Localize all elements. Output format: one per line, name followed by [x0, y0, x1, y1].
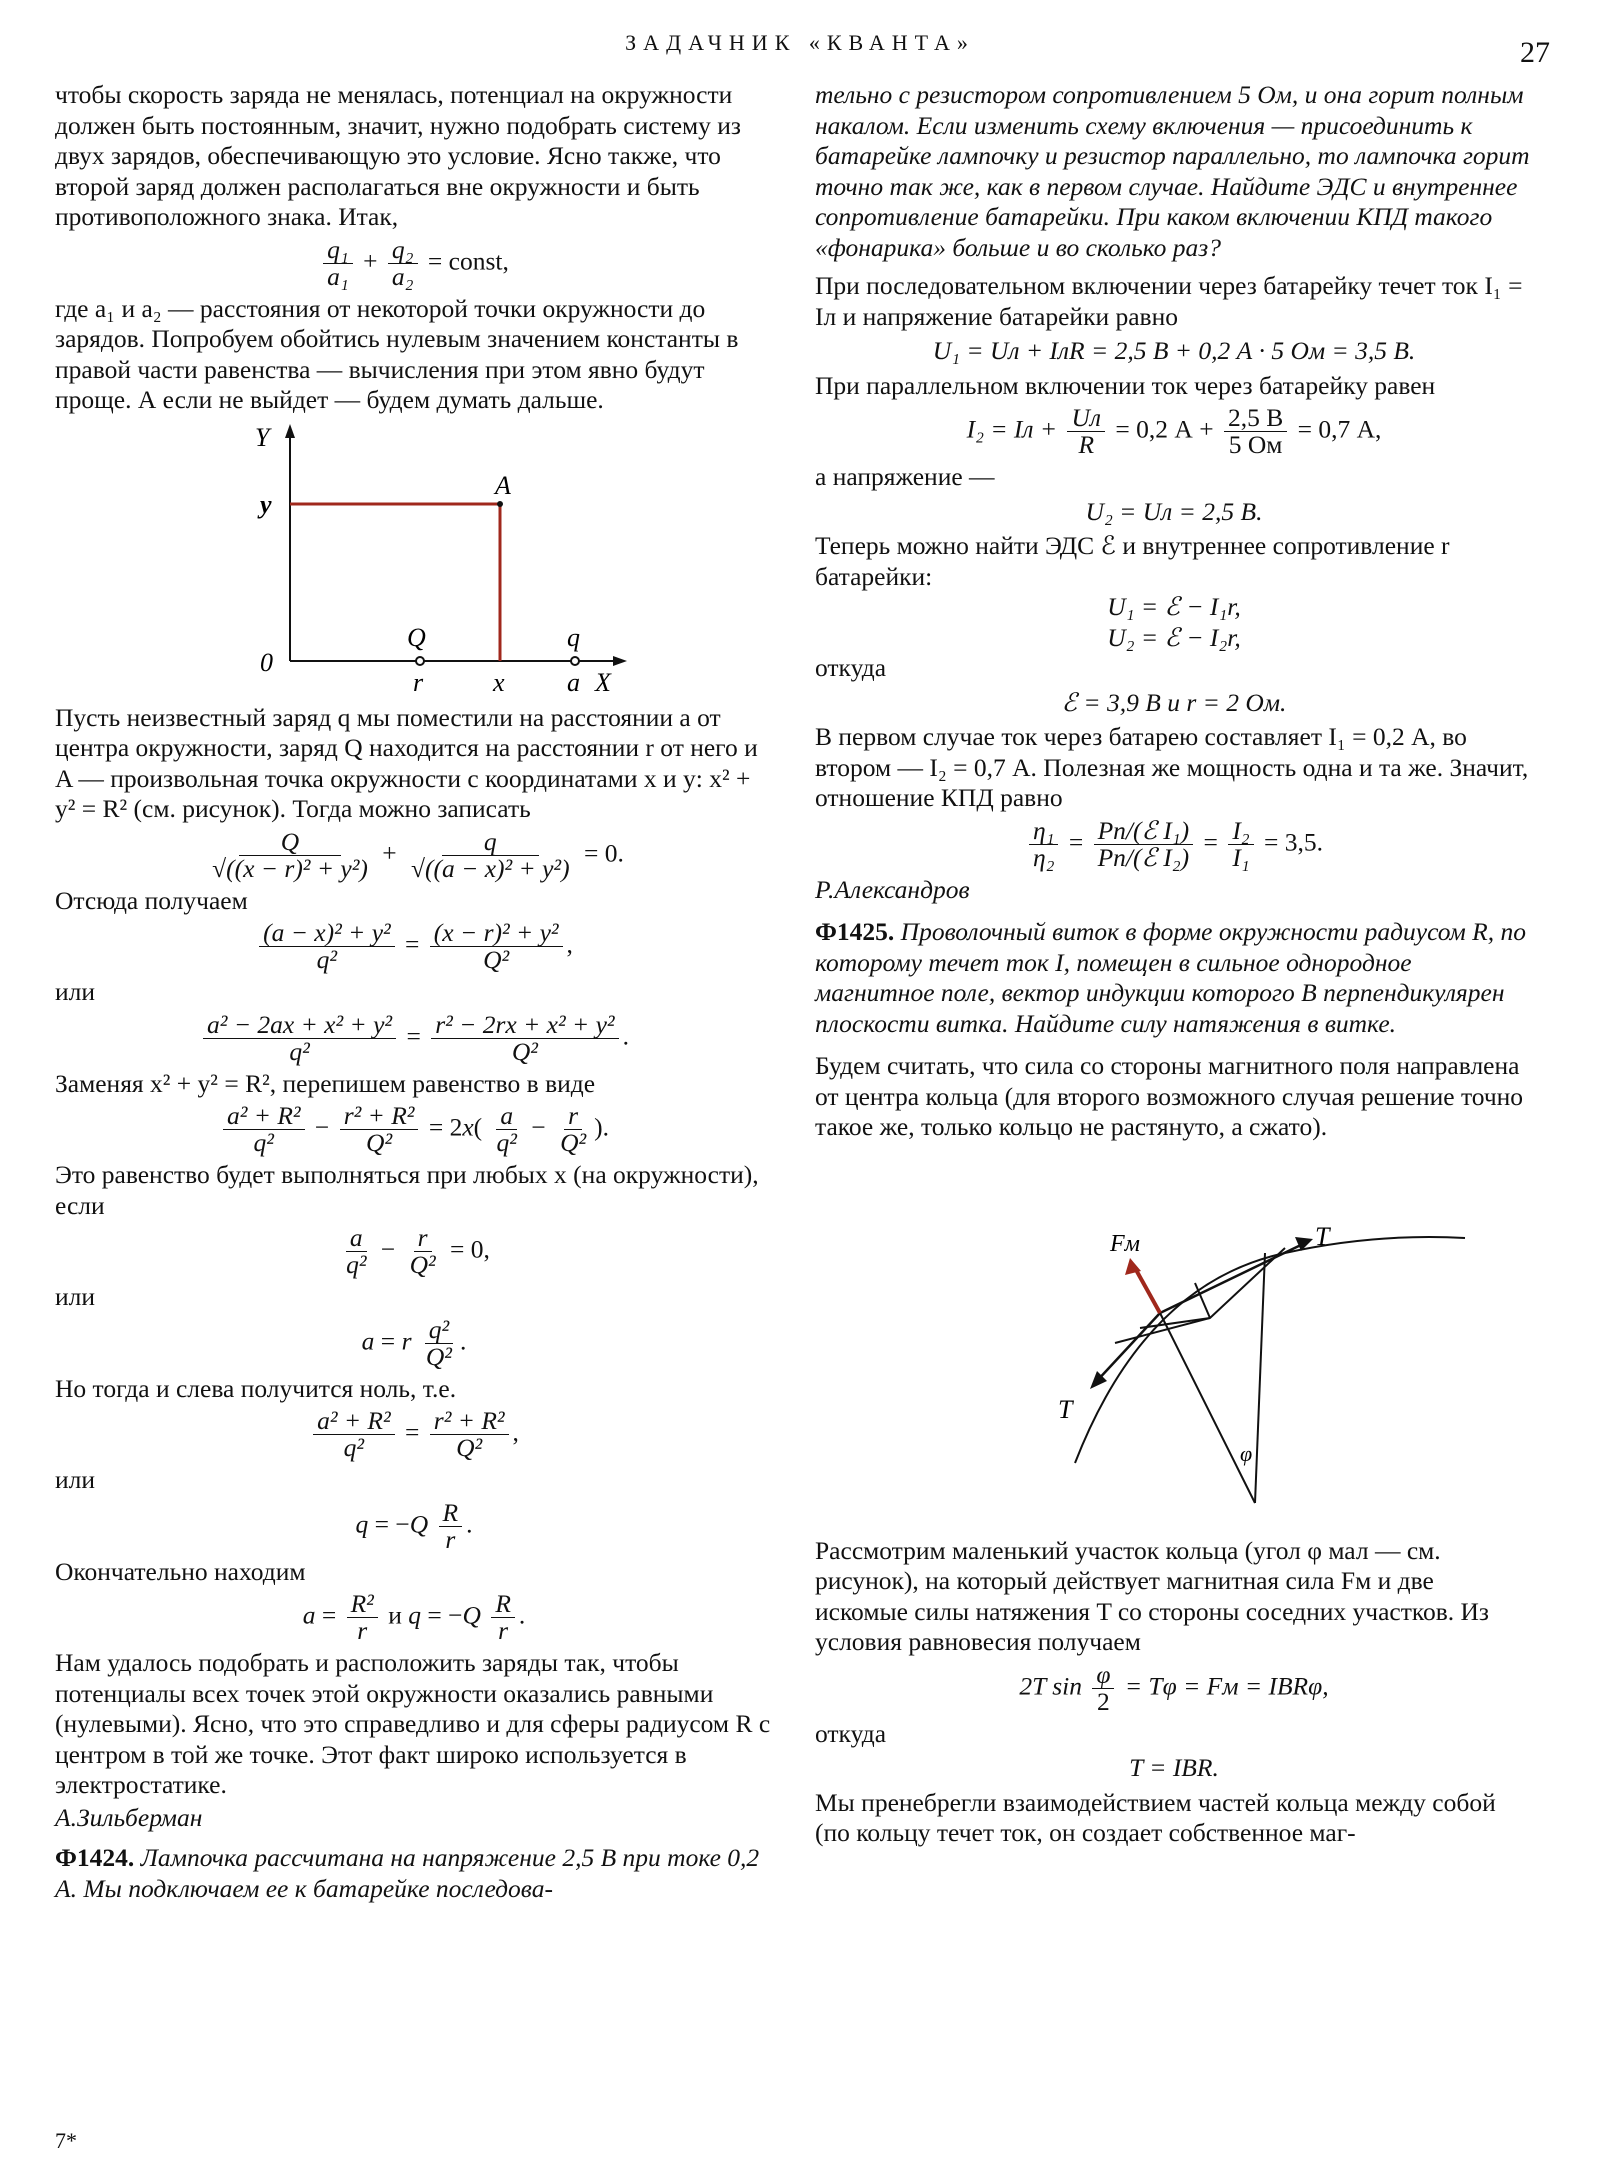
paragraph: чтобы скорость заряда не менялась, потенциал на окружности должен быть постоянным, значит, нужно подобрать систему из двух зарядов, обеспечивающую это условие. Ясно также, что второй заряд должен располагаться вне окружности и быть противоположного знака. Итак, — [55, 80, 742, 231]
equation-i2: I₂ = Iл + $\frac{Uл}{R}$ = 0,2 А + $\frac{2,5 В}{5 Ом}$ = 0,7 А, — [966, 403, 1382, 459]
page-header: ЗАДАЧНИК «КВАНТА» — [625, 30, 975, 55]
label-zero: 0 — [260, 647, 273, 677]
equation-final: a = $\frac{\text{R²}}{r}$ и q = −Q $\frac{R}{r}$ . — [302, 1589, 526, 1645]
paragraph: Теперь можно найти ЭДС ℰ и внутреннее сопротивление r батарейки: — [815, 531, 1450, 591]
equation-result: ℰ = 3,9 В и r = 2 Ом. — [1061, 687, 1287, 717]
paragraph: Это равенство будет выполняться при любых x (на окружности), если — [55, 1160, 759, 1220]
paragraph: Нам удалось подобрать и расположить заряды так, чтобы потенциалы всех точек этой окружности оказались равными (нулевыми). Ясно, что это справедливо и для сферы радиусом R с центром в той же точке. Этот факт широко используется в электростатике. — [55, 1648, 771, 1799]
equation-tension: 2T sin $\frac{\varphi}{2}$ = Tφ = Fм = IBRφ, — [1019, 1659, 1329, 1716]
equation-s1: U₁ = ℰ − I₁r, — [1107, 592, 1241, 621]
paragraph: Рассмотрим маленький участок кольца (угол φ мал — см. рисунок), на который действует магнитная сила Fм и две искомые силы натяжения T со стороны соседних участков. Из условия равновесия получаем — [815, 1535, 1489, 1656]
paragraph: где a₁ и a₂ — расстояния от некоторой точки окружности до зарядов. Попробуем обойтись нулевым значением константы в правой части равенства — вычисления при этом явно будут проще. А если не выйдет — будем думать дальше. — [55, 293, 739, 414]
equation-6: a = r $\frac{\text{q²}}{\text{Q²}}$ . — [361, 1314, 467, 1371]
problem-1425 — [815, 917, 1533, 1039]
figure-charges-coordinates — [55, 416, 773, 697]
problem-text: Лампочка рассчитана на напряжение 2,5 В при токе 0,2 А. Мы подключаем ее к батарейке последова- — [55, 1843, 760, 1903]
paragraph: При параллельном включении ток через батарейку равен — [815, 370, 1436, 400]
equation-efficiency: $\frac{\text{η₁}}{\text{η₂}}$ = $\frac{\text{Pп/(ℰ I₁)}}{\text{Pп/(ℰ I₂)}}$ = $\frac{\text{I₂}}{\text{I₁}}$ = 3,5. — [815, 818, 1533, 871]
label-T-left: T — [1058, 1394, 1073, 1424]
equation-s2: U₂ = ℰ − I₂r, — [1107, 622, 1241, 652]
paragraph: откуда — [815, 1718, 887, 1748]
problem-text: Проволочный виток в форме окружности радиусом R, по которому течет ток I, помещен в сильное однородное магнитное поле, вектор индукции которого B перпендикулярен плоскости витка. Найдите силу натяжения в витке. — [815, 917, 1527, 1038]
paragraph: В первом случае ток через батарею составляет I₁ = 0,2 А, во втором — I₂ = 0,7 А. Полезная же мощность одна и та же. Значит, отношение КПД равно — [815, 722, 1529, 812]
problem-text: тельно с резистором сопротивлением 5 Ом, и она горит полным накалом. Если изменить схему включения — присоединить к батарейке лампочку и резистор параллельно, то лампочка горит точно так же, как в первом случае. Найдите ЭДС и внутреннее сопротивление батарейки. При каком включении КПД такого «фонарика» больше и во сколько раз? — [815, 80, 1530, 262]
label-x: x — [493, 667, 505, 697]
paragraph: откуда — [815, 653, 887, 682]
problem-id: Ф1425. — [815, 917, 895, 946]
equation-8: q = −Q $\frac{R}{r}$ . — [355, 1497, 473, 1554]
label-X: X — [595, 667, 611, 697]
label-phi: φ — [1240, 1440, 1253, 1466]
figure-ring-segment — [815, 1143, 1533, 1528]
paragraph: Будем считать, что сила со стороны магнитного поля направлена от центра кольца (для второго возможного случая решение точно такое же, только кольцо не растянуто, а сжато). — [815, 1051, 1524, 1141]
label-Fm: Fм — [1110, 1230, 1140, 1257]
equation-4: $\frac{\text{a² + R²}}{\text{q²}}$ − $\frac{\text{r² + R²}}{\text{Q²}}$ = 2x( $\frac{a}{\text{q²}}$ − $\frac{r}{\text{Q²}}$ ). — [55, 1103, 773, 1156]
equation-const: $\frac{\text{q₁}}{\text{a₁}}$ + $\frac{\text{q₂}}{\text{a₂}}$ = const, — [55, 237, 773, 290]
equation-u1: U₁ = Uл + IлR = 2,5 В + 0,2 А · 5 Ом = 3,5 В. — [932, 336, 1416, 365]
label-r: r — [413, 667, 424, 697]
equation-7: $\frac{\text{a² + R²}}{\text{q²}}$ = $\frac{\text{r² + R²}}{\text{Q²}}$ , — [55, 1408, 773, 1461]
problem-1424 — [55, 1843, 773, 1904]
paragraph: Но тогда и слева получится ноль, т.е. — [55, 1373, 457, 1403]
equation-5: $\frac{a}{\text{q²}}$ − $\frac{r}{\text{Q²}}$ = 0, — [346, 1223, 490, 1279]
label-A: A — [495, 470, 511, 500]
equation-2: $\frac{\text{(a − x)² + y²}}{\text{q²}}$ = $\frac{\text{(x − r)² + y²}}{\text{Q²}}$ , — [55, 920, 773, 973]
signature: А.Зильберман — [55, 1802, 203, 1832]
paragraph: Окончательно находим — [55, 1556, 306, 1586]
problem-id: Ф1424. — [55, 1843, 135, 1872]
equation-potentials: $\frac{Q}{\text{√((x − r)² + y²)}}$ + $\frac{q}{\text{√((a − x)² + y²)}}$ = 0. — [212, 826, 624, 883]
signature: Р.Александров — [815, 874, 970, 904]
equation-answer: T = IBR. — [1129, 1753, 1219, 1782]
label-Y: Y — [255, 422, 270, 452]
label-y: y — [260, 489, 272, 519]
footer-mark: 7* — [55, 2128, 77, 2153]
paragraph: Заменяя x² + y² = R², перепишем равенство в виде — [55, 1068, 596, 1098]
word-ili: или — [55, 977, 96, 1006]
paragraph: При последовательном включении через батарейку течет ток I₁ = Iл и напряжение батарейки равно — [815, 271, 1523, 331]
left-column — [55, 80, 773, 1904]
page-number: 27 — [1520, 36, 1550, 69]
word-ili: или — [55, 1465, 96, 1494]
label-Q: Q — [407, 622, 426, 652]
label-T-top: T — [1315, 1221, 1330, 1251]
right-column — [815, 80, 1533, 1849]
paragraph: Мы пренебрегли взаимодействием частей кольца между собой (по кольцу течет ток, он создает собственное маг- — [815, 1787, 1496, 1847]
paragraph: Отсюда получаем — [55, 885, 248, 915]
label-a: a — [567, 667, 580, 697]
equation-3: $\frac{\text{a² − 2ax + x² + y²}}{\text{q²}}$ = $\frac{\text{r² − 2rx + x² + y²}}{\text{Q²}}$ . — [55, 1012, 773, 1065]
paragraph: Пусть неизвестный заряд q мы поместили на расстоянии a от центра окружности, заряд Q находится на расстоянии r от него и A — произвольная точка окружности с координатами x и y: x² + y² = R² (см. рисунок). Тогда можно записать — [55, 702, 758, 823]
word-ili: или — [55, 1282, 96, 1311]
equation-u2: U₂ = Uл = 2,5 В. — [1085, 496, 1263, 526]
paragraph: а напряжение — — [815, 462, 995, 491]
label-q: q — [567, 622, 580, 652]
